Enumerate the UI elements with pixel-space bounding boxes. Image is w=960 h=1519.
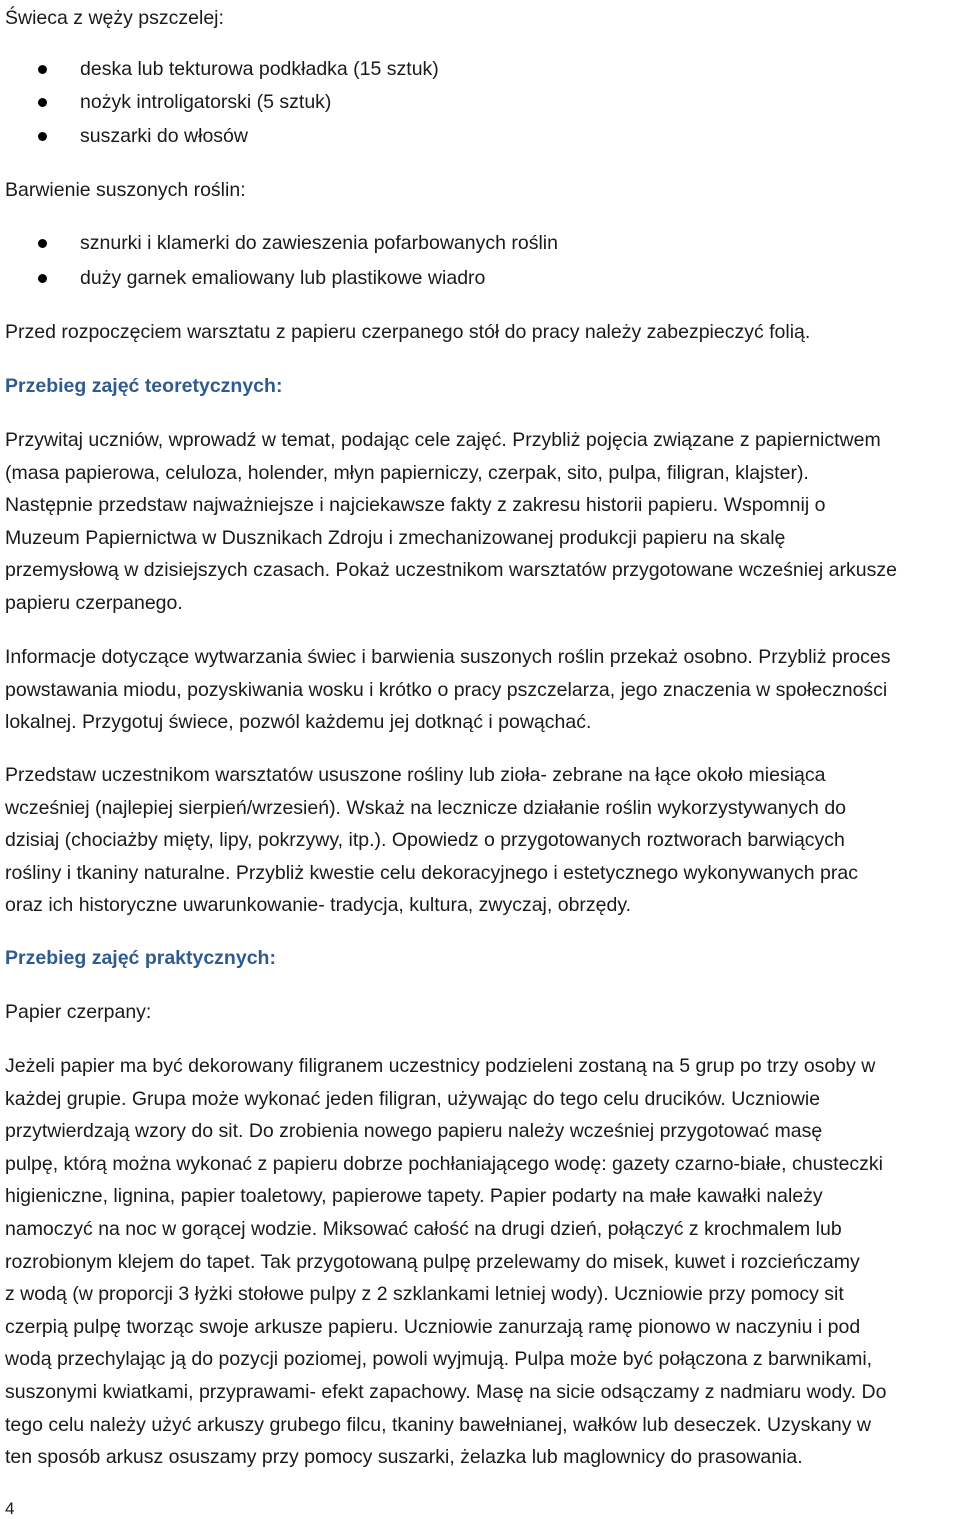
bullet-icon [38,274,47,283]
list-item [0,120,960,153]
paragraph-line: Przywitaj uczniów, wprowadź w temat, podając cele zajęć. Przybliż pojęcia związane z papiernictwem [5,429,881,451]
bullet-icon [38,239,47,248]
paragraph-line: lokalnej. Przygotuj świece, pozwól każdemu jej dotknąć i powąchać. [5,711,592,734]
paragraph-line: przytwierdzają wzory do sit. Do zrobienia nowego papieru należy wcześniej przygotować masę [5,1120,823,1143]
paragraph-theory-intro [5,424,960,620]
page-number: 4 [5,1499,15,1518]
paper-section-title: Papier czerpany: [5,1001,152,1023]
list-item-label: duży garnek emaliowany lub plastikowe wiadro [80,267,486,289]
paragraph-line: dzisiaj (chociażby mięty, lipy, pokrzywy, itp.). Opowiedz o przygotowanych roztworach barwiących [5,829,845,852]
list-item [0,227,960,260]
heading-theory: Przebieg zajęć teoretycznych: [5,375,283,397]
paragraph-line: Następnie przedstaw najważniejsze i najciekawsze fakty z zakresu historii papieru. Wspomnij o [5,494,826,517]
paragraph-line: ten sposób arkusz osuszamy przy pomocy suszarki, żelazka lub maglownicy do prasowania. [5,1446,803,1469]
bullet-icon [38,65,47,74]
paragraph-line: (masa papierowa, celuloza, holender, młyn papierniczy, czerpak, sito, pulpa, filigran, klajster). [5,461,809,484]
preparation-note: Przed rozpoczęciem warsztatu z papieru czerpanego stół do pracy należy zabezpieczyć folią. [5,321,811,343]
paragraph-line: papieru czerpanego. [5,591,183,614]
paragraph-line: oraz ich historyczne uwarunkowanie- tradycja, kultura, zwyczaj, obrzędy. [5,894,632,917]
paragraph-line: z wodą (w proporcji 3 łyżki stołowe pulpy z 2 szklankami letniej wody). Uczniowie przy pomocy sit [5,1283,844,1306]
list-item-label: nożyk introligatorski (5 sztuk) [80,91,332,113]
list-item-label: sznurki i klamerki do zawieszenia pofarbowanych roślin [80,232,558,254]
paragraph-line: rozrobionym klejem do tapet. Tak przygotowaną pulpę przelewamy do misek, kuwet i rozcieńczamy [5,1250,860,1273]
paragraph-line: czerpią pulpę tworząc swoje arkusze papieru. Uczniowie zanurzają ramę pionowo w naczyniu i pod [5,1315,861,1338]
list-item-label: deska lub tekturowa podkładka (15 sztuk) [80,58,439,80]
paragraph-candles-info [5,641,960,739]
paragraph-line: wodą przechylając ją do pozycji poziomej, powoli wyjmują. Pulpa może być połączona z barwnikami, [5,1348,873,1371]
heading-practice: Przebieg zajęć praktycznych: [5,947,276,969]
paragraph-line: pulpę, którą można wykonać z papieru dobrze pochłaniającego wodę: gazety czarno-białe, chusteczki [5,1152,884,1175]
paragraph-line: każdej grupie. Grupa może wykonać jeden filigran, używając do tego celu drucików. Uczniowie [5,1087,821,1110]
bullet-icon [38,132,47,141]
dye-section-title: Barwienie suszonych roślin: [5,179,246,201]
paragraph-practice [5,1050,960,1474]
paragraph-line: wcześniej (najlepiej sierpień/wrzesień). Wskaż na lecznicze działanie roślin wykorzystywanych do [5,796,847,819]
paragraph-line: rośliny i tkaniny naturalne. Przybliż kwestie celu dekoracyjnego i estetycznego wykonywanych prac [5,861,858,884]
paragraph-line: Informacje dotyczące wytwarzania świec i barwienia suszonych roślin przekaż osobno. Przybliż proces [5,646,891,668]
paragraph-line: suszonymi kwiatkami, przyprawami- efekt zapachowy. Masę na sicie odsączamy z nadmiaru wody. Do [5,1380,887,1403]
paragraph-line: Jeżeli papier ma być dekorowany filigranem uczestnicy podzieleni zostaną na 5 grup po trzy osoby w [5,1055,876,1077]
paragraph-line: Przedstaw uczestnikom warsztatów ususzone rośliny lub zioła- zebrane na łące około miesiąca [5,764,826,786]
paragraph-line: Muzeum Papiernictwa w Dusznikach Zdroju i zmechanizowanej produkcji papieru na skalę [5,526,786,549]
paragraph-line: higieniczne, lignina, papier toaletowy, papierowe tapety. Papier podarty na małe kawałki należy [5,1185,823,1208]
paragraph-line: tego celu należy użyć arkuszy grubego filcu, tkaniny bawełnianej, wałków lub deseczek. Uzyskany w [5,1413,872,1436]
list-item-label: suszarki do włosów [80,125,248,147]
list-item [0,86,960,119]
list-item [0,53,960,86]
bullet-icon [38,98,47,107]
paragraph-plants-info [5,759,960,922]
candle-section-title: Świeca z węży pszczelej: [5,7,224,29]
list-item [0,262,960,295]
paragraph-line: przemysłową w dzisiejszych czasach. Pokaż uczestnikom warsztatów przygotowane wcześniej arkusze [5,559,897,582]
paragraph-line: namoczyć na noc w gorącej wodzie. Miksować całość na drugi dzień, połączyć z krochmalem lub [5,1217,842,1240]
paragraph-line: powstawania miodu, pozyskiwania wosku i krótko o pracy pszczelarza, jego znaczenia w społeczności [5,678,888,701]
